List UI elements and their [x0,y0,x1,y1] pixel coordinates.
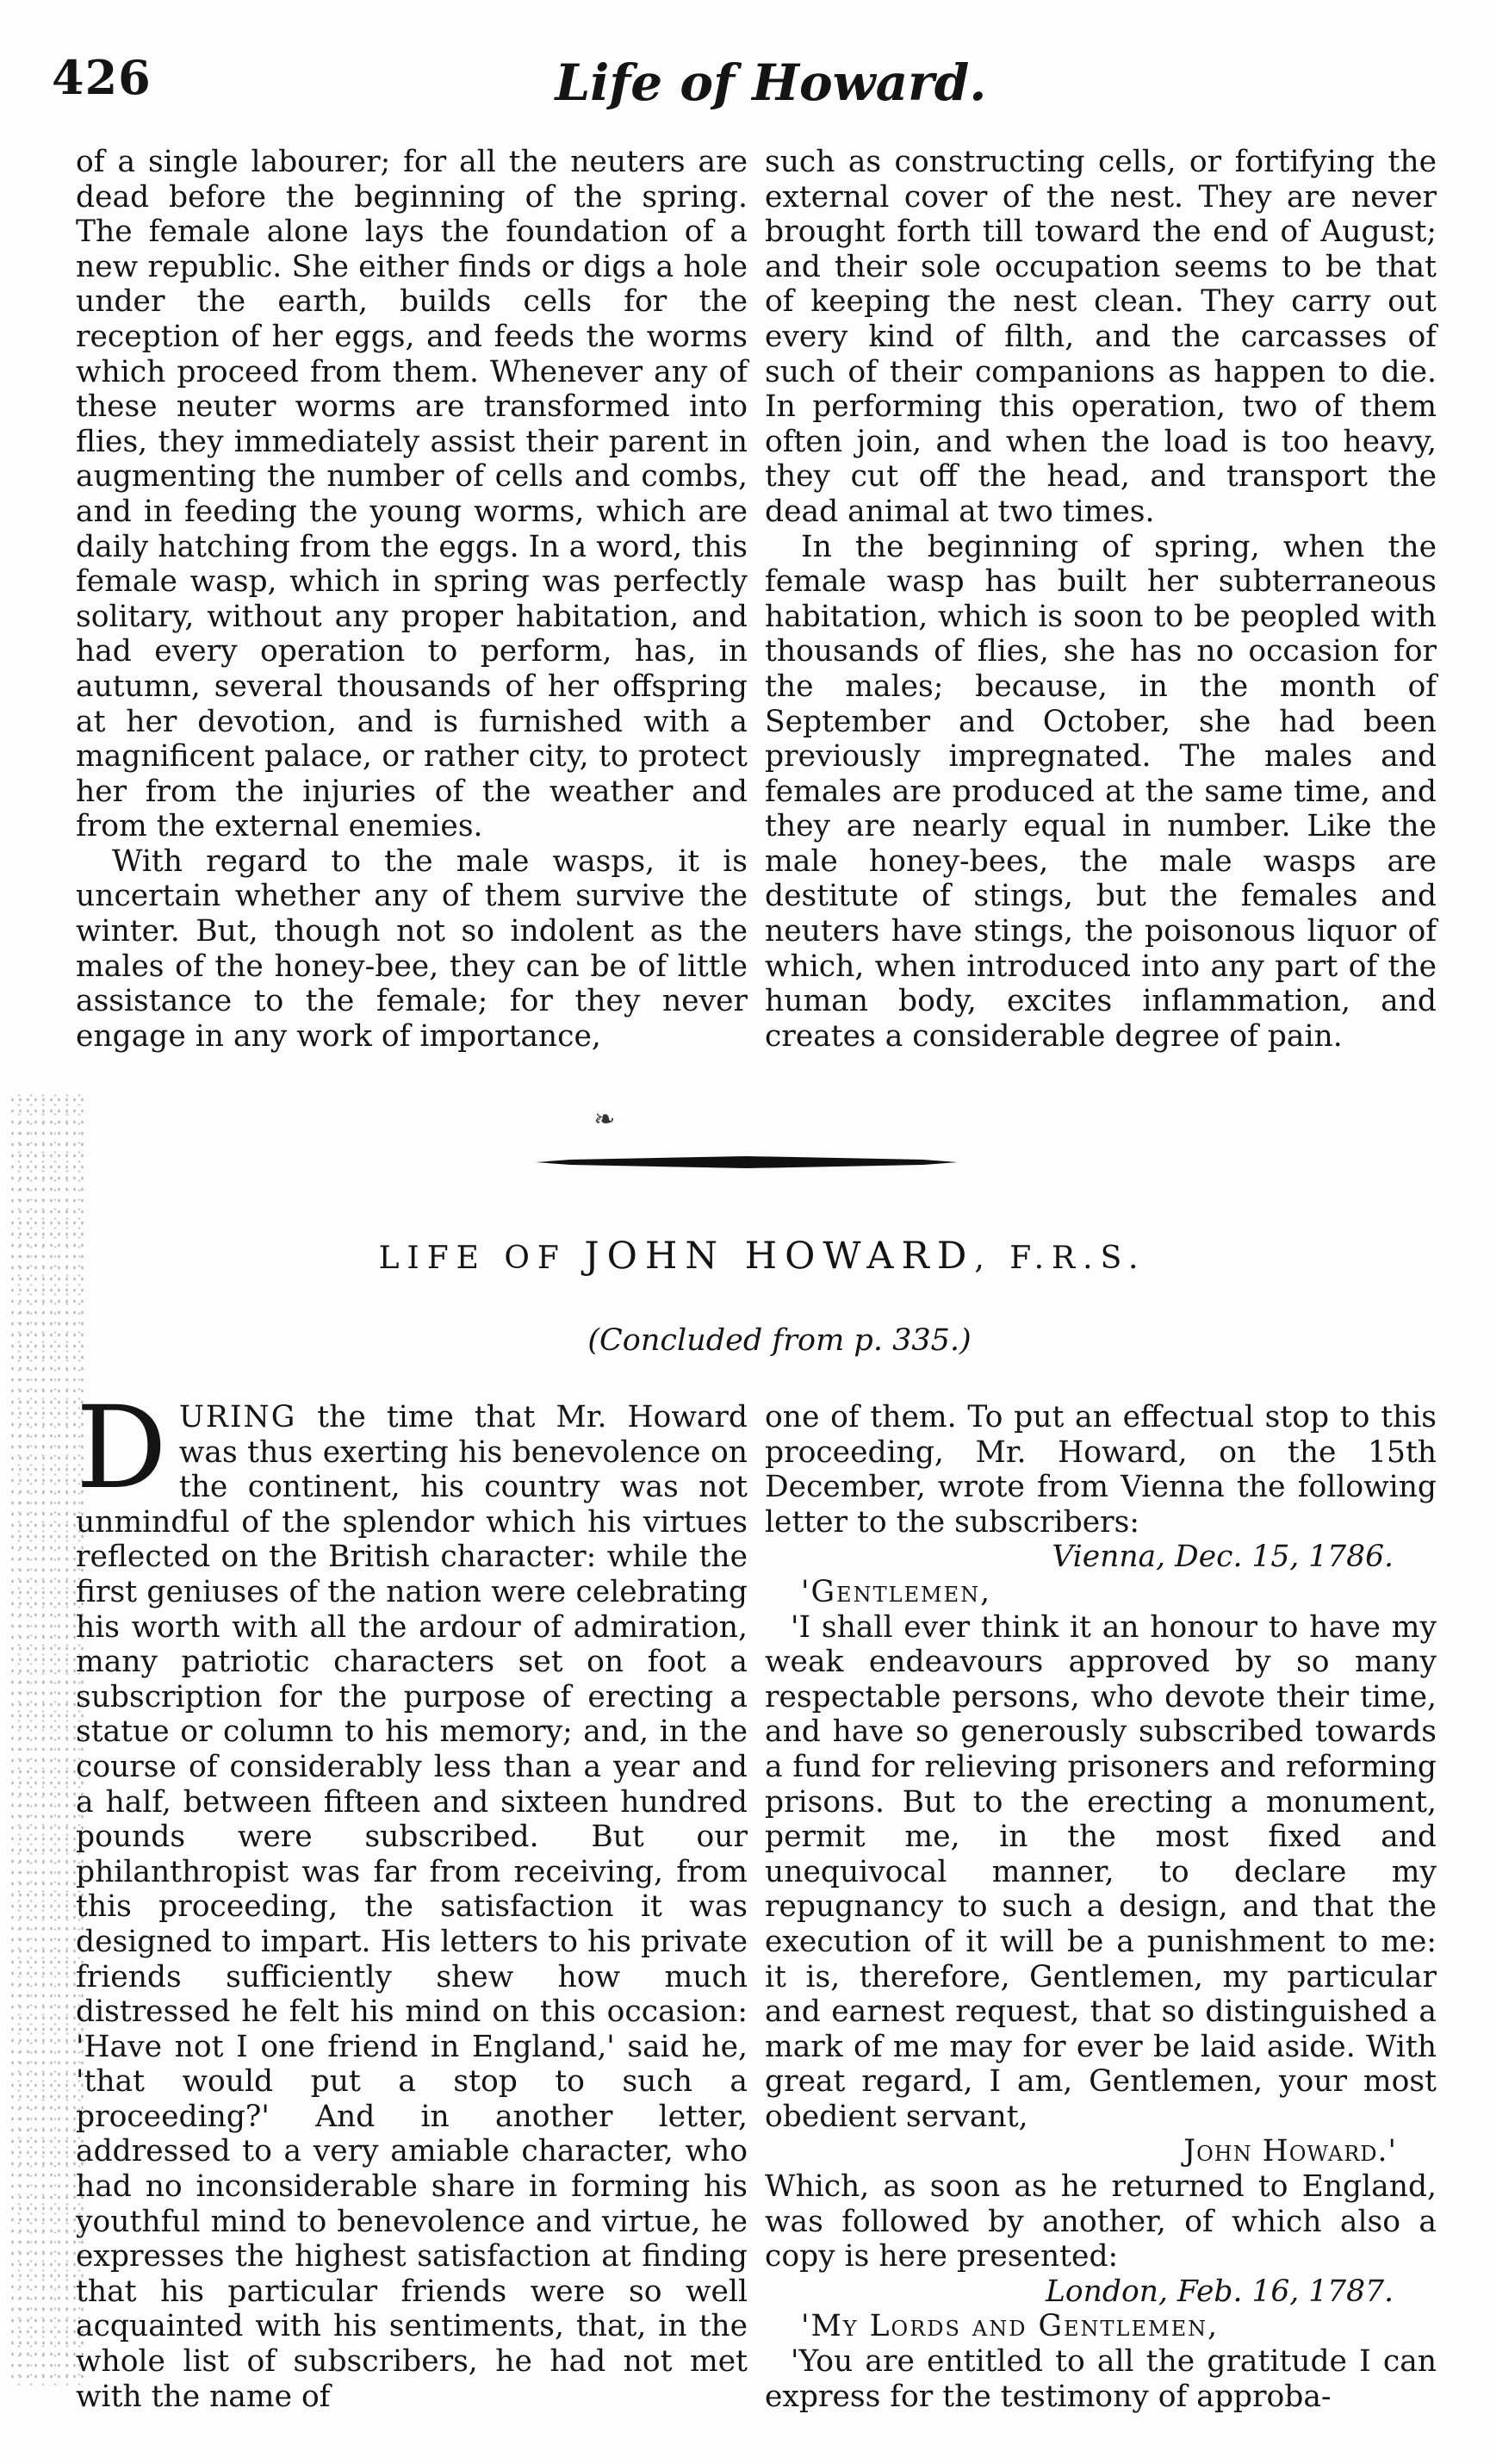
section-divider-rule [536,1154,958,1171]
bottom-right-column [765,1400,1437,2414]
paragraph: Which, as soon as he returned to England, was followed by another, of which also a copy is here presented: [765,2169,1437,2274]
title-name: JOHN HOWARD [584,1235,975,1278]
scan-noise [9,1094,86,2386]
article-title [0,1235,1490,1278]
letter-salutation: 'Gentlemen, [801,1574,992,1609]
running-title: Life of Howard. [555,53,987,112]
paragraph: In the beginning of spring, when the female wasp has built her subterraneous habitation, which is soon to be peopled with thousands of flies, she has no occasion for the males; because, in the month of September and October, she had been previously impregnated. The males and females are produced at the same time, and they are nearly equal in number. Like the male honey-bees, the male wasps are destitute of stings, but the females and neuters have stings, the poisonous liquor of which, when introduced into any part of the human body, excites inflammation, and creates a considerable degree of pain. [765,529,1437,1054]
article-subtitle: (Concluded from p. 335.) [587,1323,972,1358]
bottom-left-column [76,1382,748,2414]
letter-body: 'I shall ever think it an honour to have my weak endeavours approved by so many respectable persons, who devote their time, and have so generously subscribed towards a fund for relieving prisoners and reforming prisons. But to the erecting a monument, permit me, in the most fixed and unequivocal manner, to declare my repugnancy to such a design, and that the execution of it will be a punishment to me: it is, therefore, Gentlemen, my particular and earnest request, that so distinguished a mark of me may for ever be laid aside. With great regard, I am, Gentlemen, your most obedient servant, [765,1609,1437,2134]
paragraph: one of them. To put an effectual stop to this proceeding, Mr. Howard, on the 15th December, wrote from Vienna the following letter to the subscribers: [765,1400,1437,1540]
letter-signature: John Howard.' [1183,2134,1397,2169]
letter-dateline: Vienna, Dec. 15, 1786. [1052,1540,1394,1575]
ornament-icon: ❧ [593,1104,616,1135]
title-prefix: LIFE OF [378,1241,585,1276]
paragraph: such as constructing cells, or fortifying the external cover of the nest. They are never brought forth till toward the end of August; and their sole occupation seems to be that of keeping the nest clean. They carry out every kind of filth, and the carcasses of such of their companions as happen to die. In performing this operation, two of them often join, and when the load is too heavy, they cut off the head, and transport the dead animal at two times. [765,145,1437,529]
opening-paragraph [76,1382,748,2414]
first-word: URING [178,1400,297,1434]
drop-cap: D [76,1382,167,1515]
page-number: 426 [52,50,152,105]
letter-body: 'You are entitled to all the gratitude I can express for the testimony of approba- [765,2344,1437,2414]
paragraph: of a single labourer; for all the neuters are dead before the beginning of the spring. The female alone lays the foundation of a new republic. She either finds or digs a hole under the earth, builds cells for the reception of her eggs, and feeds the worms which proceed from them. Whenever any of these neuter worms are transformed into flies, they immediately assist their parent in augmenting the number of cells and combs, and in feeding the young worms, which are daily hatching from the eggs. In a word, this female wasp, which in spring was perfectly solitary, without any proper habitation, and had every operation to perform, has, in autumn, several thousands of her offspring at her devotion, and is furnished with a magnificent palace, or rather city, to protect her from the injuries of the weather and from the external enemies. [76,145,748,844]
top-left-column [76,145,748,1054]
top-right-column [765,145,1437,1054]
paragraph-text: the time that Mr. Howard was thus exerting his benevolence on the continent, his country was not unmindful of the splendor which his virtues reflected on the British character: while the first geniuses of the nation were celebrating his worth with all the ardour of admiration, many patriotic characters set on foot a subscription for the purpose of erecting a statue or column to his memory; and, in the course of considerably less than a year and a half, between fifteen and sixteen hundred pounds were subscribed. But our philanthropist was far from receiving, from this proceeding, the satisfaction it was designed to impart. His letters to his private friends sufficiently shew how much distressed he felt his mind on this occasion: 'Have not I one friend in England,' said he, 'that would put a stop to such a proceeding?' And in another letter, addressed to a very amiable character, who had no inconsiderable share in forming his youthful mind to benevolence and virtue, he expresses the highest satisfaction at finding that his particular friends were so well acquainted with his sentiments, that, in the whole list of subscribers, he had not met with the name of [76,1400,748,2414]
title-suffix: , F.R.S. [974,1241,1146,1276]
letter-dateline: London, Feb. 16, 1787. [1046,2274,1394,2309]
paragraph: With regard to the male wasps, it is uncertain whether any of them survive the winter. But, though not so indolent as the males of the honey-bee, they can be of little assistance to the female; for they never engage in any work of importance, [76,843,748,1054]
letter-salutation: 'My Lords and Gentlemen, [801,2309,1220,2344]
